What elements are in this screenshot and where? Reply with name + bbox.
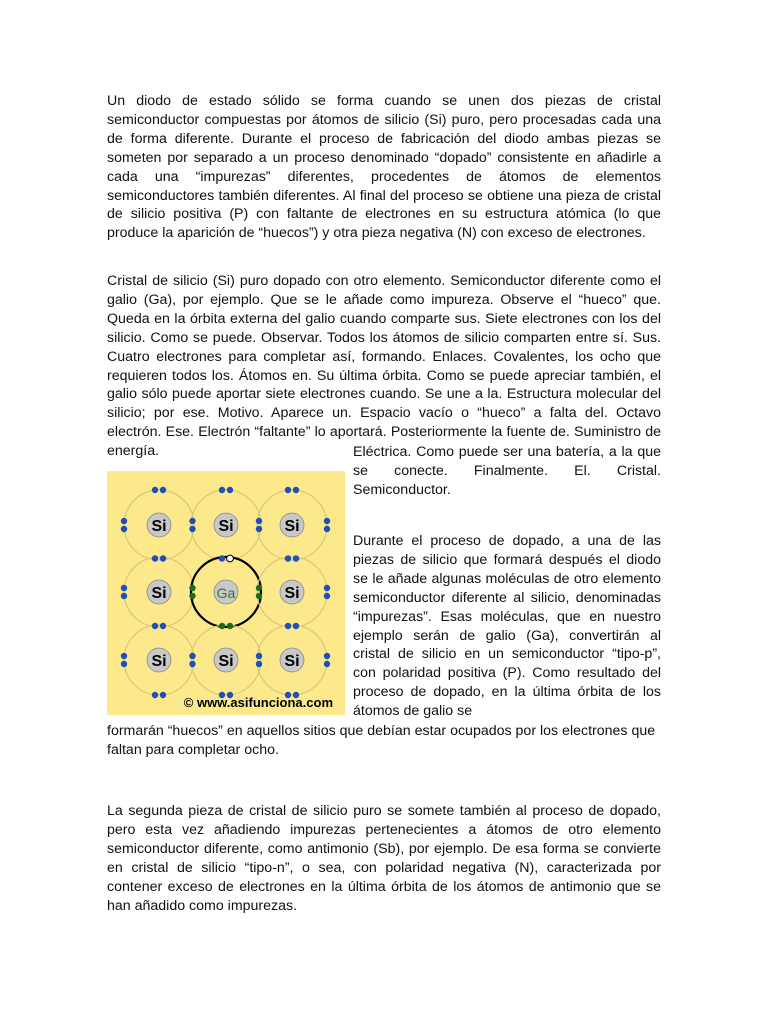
- electron: [324, 518, 330, 524]
- paragraph-crystal-description: Cristal de silicio (Si) puro dopado con otro elemento. Semiconductor diferente como el galio (Ga), por ejemplo. Que se le añade como impureza. Observe el “hueco” que. Queda en la órbita externa del galio cuando comparte sus. Siete electrones con los del silicio. Como se puede. Observar. Todos los átomos de silicio comparten entre sí. Sus. Cuatro electrones para completar así, formando. Enlaces. Covalentes, los ocho que requieren todos los. Átomos en. Su última órbita. Como se puede apreciar también, el galio sólo puede aportar siete electrones cuando. Se une a la. Estructura molecular del silicio; por ese. Motivo. Aparece un. Espacio vacío o “hueco” a falta del. Octavo electrón. Ese. Electrón “faltante” lo aportará. Posteriormente la fuente de. Suministro de energía.: [107, 273, 661, 460]
- electron: [324, 661, 330, 667]
- electron: [160, 555, 166, 561]
- electron: [189, 518, 195, 524]
- electron: [121, 585, 127, 591]
- si-label: Si: [284, 518, 300, 535]
- electron: [256, 518, 262, 524]
- electron: [189, 661, 195, 667]
- electron: [189, 585, 195, 591]
- si-label: Si: [151, 518, 167, 535]
- copyright-label: © www.asifunciona.com: [183, 695, 333, 710]
- silicon-crystal-figure: [107, 471, 345, 715]
- si-label: Si: [218, 653, 234, 670]
- electron: [227, 623, 233, 629]
- electron: [152, 623, 158, 629]
- electron: [121, 661, 127, 667]
- electron: [324, 593, 330, 599]
- electron: [324, 585, 330, 591]
- paragraph-n-type: La segunda pieza de cristal de silicio puro se somete también al proceso de dopado, pero esta vez añadiendo impurezas pertenecientes a átomos de otro elemento semiconductor diferente, como antimonio (Sb), por ejemplo. De esa forma se convierte en cristal de silicio “tipo-n”, o sea, con polaridad negativa (N), caracterizada por contener exceso de electrones en la última órbita de los átomos de antimonio que se han añadido como impurezas.: [107, 803, 661, 914]
- electron: [152, 555, 158, 561]
- electron: [219, 487, 225, 493]
- electron: [285, 623, 291, 629]
- electron: [189, 653, 195, 659]
- electron: [121, 653, 127, 659]
- electron: [285, 555, 291, 561]
- electron: [285, 487, 291, 493]
- paragraph-side-continuation: Eléctrica. Como puede ser una batería, a la que se conecte. Finalmente. El. Cristal. Semiconductor.: [353, 444, 661, 498]
- electron: [160, 623, 166, 629]
- si-label: Si: [284, 653, 300, 670]
- crystal-lattice-diagram: [107, 471, 345, 715]
- si-label: Si: [151, 585, 167, 602]
- electron: [152, 487, 158, 493]
- si-label: Si: [284, 585, 300, 602]
- electron: [189, 593, 195, 599]
- ga-label: Ga: [216, 585, 236, 601]
- electron: [256, 653, 262, 659]
- si-label: Si: [151, 653, 167, 670]
- electron: [219, 555, 225, 561]
- electron: [256, 526, 262, 532]
- electron: [324, 526, 330, 532]
- electron: [219, 623, 225, 629]
- paragraph-intro: Un diodo de estado sólido se forma cuando se unen dos piezas de cristal semiconductor compuestas por átomos de silicio (Si) puro, pero procesadas cada una de forma diferente. Durante el proceso de fabricación del diodo ambas piezas se someten por separado a un proceso denominado “dopado” consistente en añadirle a cada una “impurezas” diferentes, procedentes de átomos de elementos semiconductores también diferentes. Al final del proceso se obtiene una pieza de cristal de silicio positiva (P) con faltante de electrones en su estructura atómica (lo que produce la aparición de “huecos”) y otra pieza negativa (N) con exceso de electrones.: [107, 93, 661, 242]
- electron: [293, 555, 299, 561]
- si-label: Si: [218, 518, 234, 535]
- electron: [324, 653, 330, 659]
- electron: [293, 487, 299, 493]
- electron: [256, 593, 262, 599]
- electron: [256, 585, 262, 591]
- paragraph-doping-process: Durante el proceso de dopado, a una de las piezas de silicio que formará después el diodo se le añade algunas moléculas de otro elemento semiconductor diferente al silicio, denominadas “impurezas”. Esas moléculas, que en nuestro ejemplo serán de galio (Ga), convertirán al cristal de silicio en un semiconductor “tipo-p”, con polaridad positiva (P). Como resultado del proceso de dopado, en la última órbita de los átomos de galio se: [353, 533, 661, 720]
- electron: [160, 692, 166, 698]
- paragraph-doping-tail: formarán “huecos” en aquellos sitios que debían estar ocupados por los electrones que faltan para completar ocho.: [107, 723, 656, 758]
- electron: [121, 593, 127, 599]
- electron: [152, 692, 158, 698]
- electron: [160, 487, 166, 493]
- electron: [189, 526, 195, 532]
- electron: [256, 661, 262, 667]
- electron: [293, 623, 299, 629]
- hole-marker: [227, 555, 234, 562]
- electron: [121, 518, 127, 524]
- electron: [227, 487, 233, 493]
- electron: [121, 526, 127, 532]
